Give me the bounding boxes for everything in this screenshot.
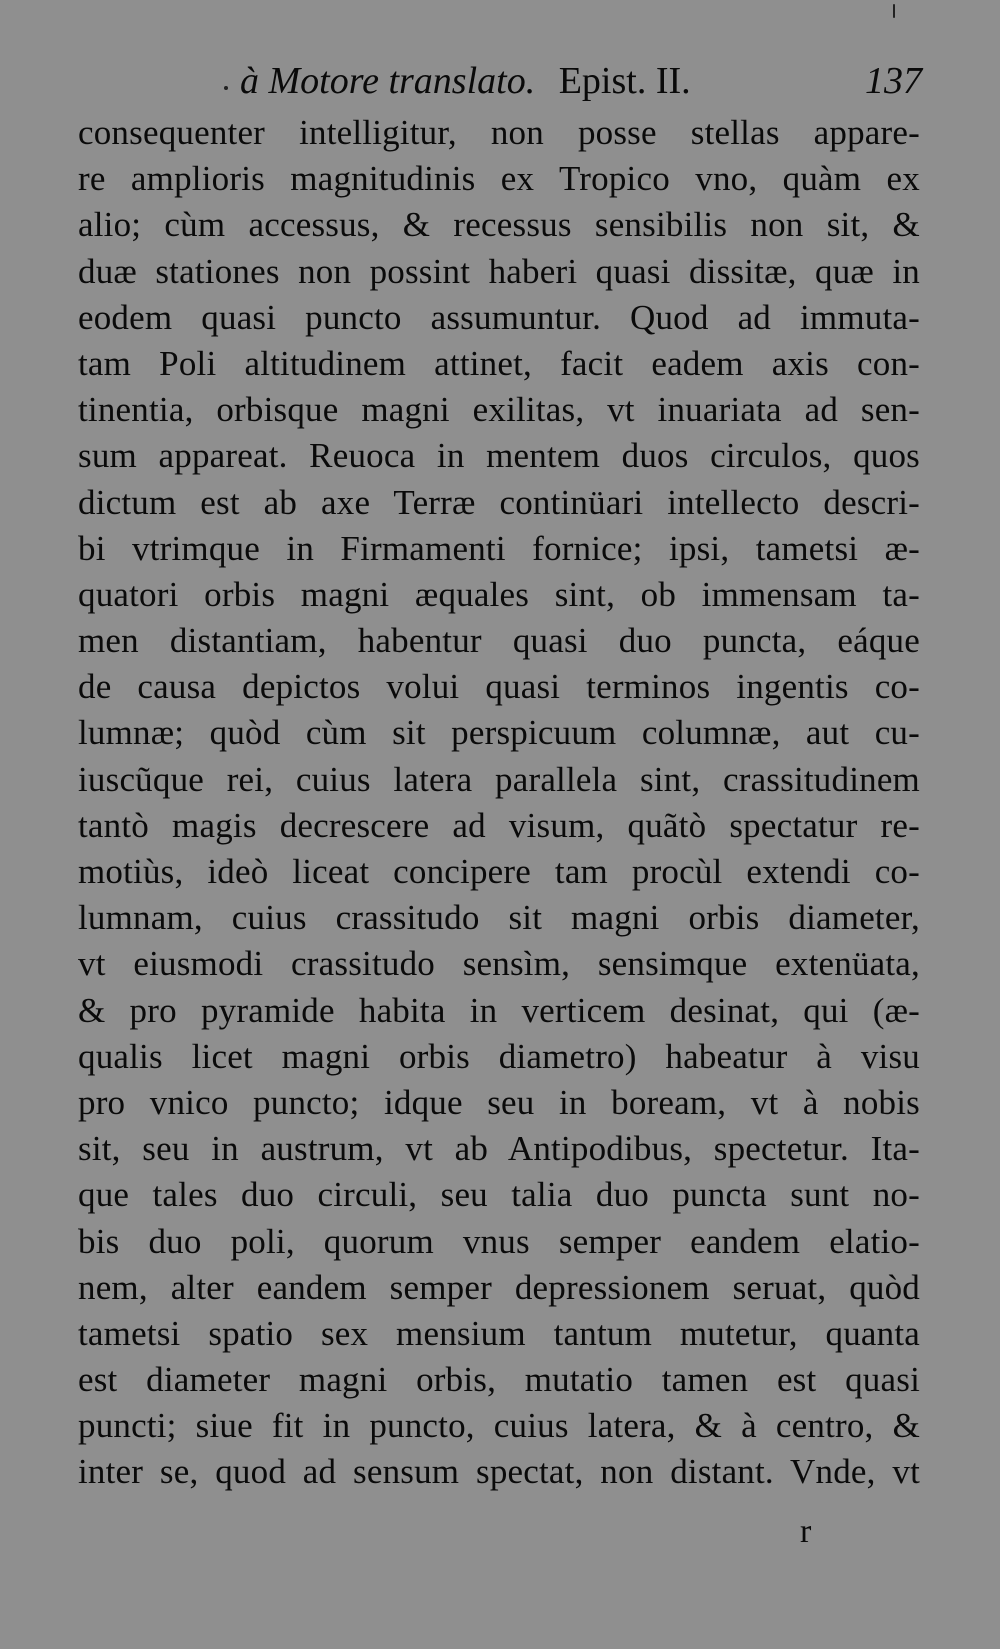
text-line: quatori orbis magni æquales sint, ob immensam ta- bbox=[78, 574, 920, 614]
text-line: men distantiam, habentur quasi duo puncta, eáque bbox=[78, 621, 920, 661]
margin-mark bbox=[893, 4, 895, 18]
text-line: lumnam, cuius crassitudo sit magni orbis diameter, bbox=[78, 898, 920, 938]
text-line: qualis licet magni orbis diametro) habeatur à visu bbox=[78, 1036, 920, 1076]
text-line: dictum est ab axe Terræ continüari intellecto descri- bbox=[78, 482, 920, 522]
text-line: que tales duo circuli, seu talia duo puncta sunt no- bbox=[78, 1175, 920, 1215]
text-line: duæ stationes non possint haberi quasi dissitæ, quæ in bbox=[78, 251, 920, 291]
text-line: nem, alter eandem semper depressionem seruat, quòd bbox=[78, 1267, 920, 1307]
text-line: consequenter intelligitur, non posse stellas appare- bbox=[78, 113, 920, 152]
text-line: bi vtrimque in Firmamenti fornice; ipsi, tametsi æ- bbox=[78, 528, 920, 568]
text-line: tam Poli altitudinem attinet, facit eadem axis con- bbox=[78, 343, 920, 383]
page-header bbox=[240, 56, 930, 106]
margin-mark bbox=[224, 86, 228, 90]
text-line: tametsi spatio sex mensium tantum mutetur, quanta bbox=[78, 1313, 920, 1353]
text-line: iuscũque rei, cuius latera parallela sint, crassitudinem bbox=[78, 759, 920, 799]
text-line: tantò magis decrescere ad visum, quãtò spectatur re- bbox=[78, 805, 920, 845]
text-line: & pro pyramide habita in verticem desinat, qui (æ- bbox=[78, 990, 920, 1030]
text-line: tinentia, orbisque magni exilitas, vt inuariata ad sen- bbox=[78, 390, 920, 430]
text-line: motiùs, ideò liceat concipere tam procùl extendi co- bbox=[78, 852, 920, 891]
text-line: lumnæ; quòd cùm sit perspicuum columnæ, aut cu- bbox=[78, 713, 920, 753]
text-line: pro vnico puncto; idque seu in boream, vt à nobis bbox=[78, 1082, 920, 1122]
text-line: sum appareat. Reuoca in mentem duos circulos, quos bbox=[78, 436, 920, 476]
text-line: alio; cùm accessus, & recessus sensibilis non sit, & bbox=[78, 205, 920, 245]
text-line: inter se, quod ad sensum spectat, non distant. Vnde, vt bbox=[78, 1452, 920, 1492]
text-line: sit, seu in austrum, vt ab Antipodibus, spectetur. Ita- bbox=[78, 1129, 920, 1169]
text-line: bis duo poli, quorum vnus semper eandem elatio- bbox=[78, 1221, 920, 1261]
page-number: 137 bbox=[865, 60, 922, 102]
text-line: vt eiusmodi crassitudo sensìm, sensimque extenüata, bbox=[78, 944, 920, 984]
running-title: à Motore translato. bbox=[240, 60, 536, 102]
text-line: re amplioris magnitudinis ex Tropico vno, quàm ex bbox=[78, 159, 920, 199]
text-line: de causa depictos volui quasi terminos ingentis co- bbox=[78, 667, 920, 707]
epistle-number: Epist. II. bbox=[558, 60, 691, 102]
body-text bbox=[78, 110, 920, 1496]
text-line: eodem quasi puncto assumuntur. Quod ad immuta- bbox=[78, 297, 920, 337]
catchword: r bbox=[800, 1513, 812, 1550]
text-line: puncti; siue fit in puncto, cuius latera, & à centro, & bbox=[78, 1406, 920, 1446]
text-line: est diameter magni orbis, mutatio tamen est quasi bbox=[78, 1360, 920, 1400]
